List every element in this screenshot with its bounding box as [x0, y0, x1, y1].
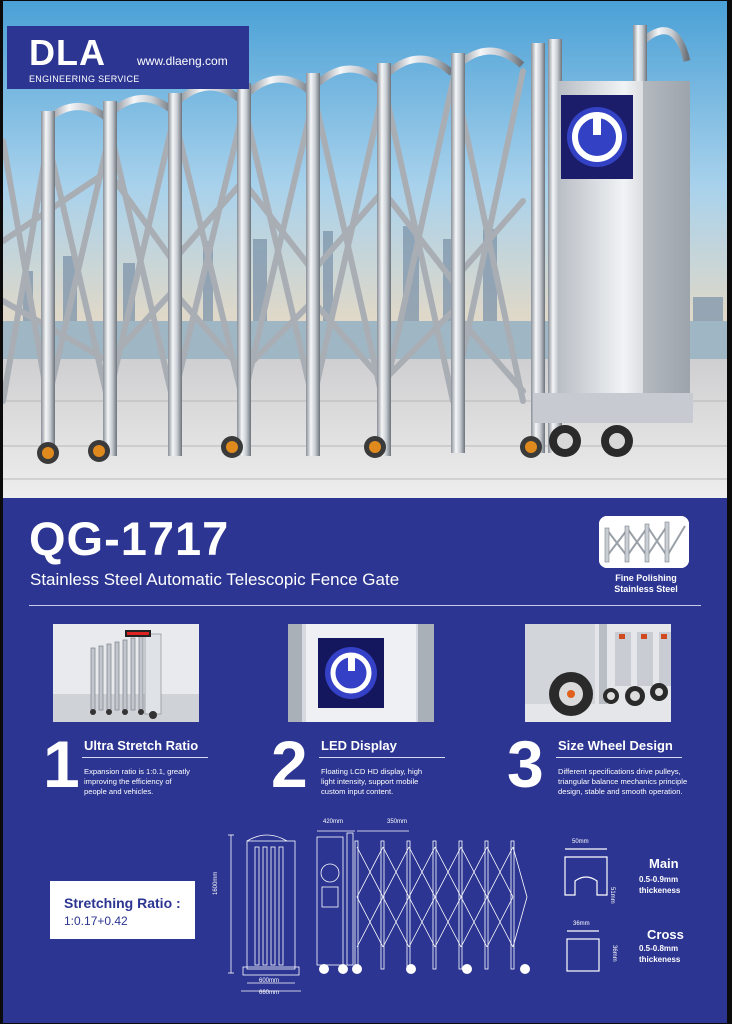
main-profile-thickness-label: thickeness	[639, 886, 681, 895]
feature-description-1-line: improving the efficiency of	[84, 777, 172, 787]
main-profile-title: Main	[649, 856, 679, 871]
cross-profile-width: 36mm	[573, 921, 590, 927]
dimension-head-width: 420mm	[323, 819, 344, 825]
cross-profile-spec	[639, 943, 680, 965]
main-profile-width: 50mm	[572, 839, 589, 845]
main-profile-height: 51mm	[609, 887, 615, 904]
feature-description-2-line: Floating LCD HD display, high	[321, 767, 423, 776]
dimension-pitch: 350mm	[387, 819, 408, 825]
dimension-base-inner: 600mm	[259, 978, 280, 984]
cross-profile-thickness-label: thickeness	[639, 955, 681, 964]
brand-block	[7, 26, 249, 89]
side-view-drawing	[225, 833, 311, 993]
material-badge-line2: Stainless Steel	[614, 584, 678, 594]
main-profile-drawing	[561, 847, 611, 899]
cross-profile-thickness: 0.5-0.8mm	[639, 944, 679, 953]
feature-image-wheels	[525, 624, 671, 722]
feature-description-1	[84, 767, 190, 798]
cross-profile-title: Cross	[647, 927, 684, 942]
dimension-height: 1600mm	[213, 871, 219, 895]
feature-number-2: 2	[271, 727, 308, 801]
material-thumbnail	[599, 516, 689, 568]
feature-description-3	[558, 767, 687, 798]
feature-description-3-line: Different specifications drive pulleys,	[558, 767, 681, 776]
feature-number-1: 1	[43, 727, 80, 801]
stretching-ratio-value: 1:0.17+0.42	[64, 914, 128, 928]
feature-title-3: Size Wheel Design	[558, 738, 673, 753]
material-badge-line1: Fine Polishing	[615, 573, 677, 583]
front-view-drawing	[313, 827, 535, 977]
feature-number-3: 3	[507, 727, 544, 801]
brand-url[interactable]: www.dlaeng.com	[137, 54, 228, 68]
material-badge	[591, 573, 701, 595]
feature-description-3-line: triangular balance mechanics principle	[558, 777, 688, 787]
feature-underline-1	[82, 757, 208, 758]
product-model: QG-1717	[29, 512, 230, 565]
feature-description-1-line: people and vehicles.	[84, 787, 154, 797]
feature-title-2: LED Display	[321, 738, 397, 753]
feature-description-2-line: light intensity, support mobile	[321, 777, 419, 787]
feature-image-stretch	[53, 624, 199, 722]
main-profile-thickness: 0.5-0.9mm	[639, 875, 679, 884]
feature-image-led	[288, 624, 434, 722]
brand-subtitle: ENGINEERING SERVICE	[29, 74, 140, 84]
brochure-page	[3, 1, 727, 1023]
cross-profile-height: 36mm	[611, 945, 617, 962]
dimension-base-outer: 660mm	[259, 990, 280, 996]
feature-underline-2	[319, 757, 445, 758]
stretching-ratio-label: Stretching Ratio :	[64, 895, 181, 911]
feature-description-1-line: Expansion ratio is 1:0.1, greatly	[84, 767, 190, 776]
main-profile-spec	[639, 874, 680, 896]
cross-profile-drawing	[565, 929, 605, 973]
feature-underline-3	[556, 757, 682, 758]
section-divider	[29, 605, 701, 606]
feature-title-1: Ultra Stretch Ratio	[84, 738, 199, 753]
feature-description-3-line: design, stable and smooth operation.	[558, 787, 683, 797]
feature-description-2-line: custom input content.	[321, 787, 394, 797]
product-name: Stainless Steel Automatic Telescopic Fence Gate	[30, 570, 400, 589]
brand-logo-text: DLA	[29, 32, 106, 73]
stretching-ratio-box	[50, 881, 195, 939]
feature-description-2	[321, 767, 422, 798]
